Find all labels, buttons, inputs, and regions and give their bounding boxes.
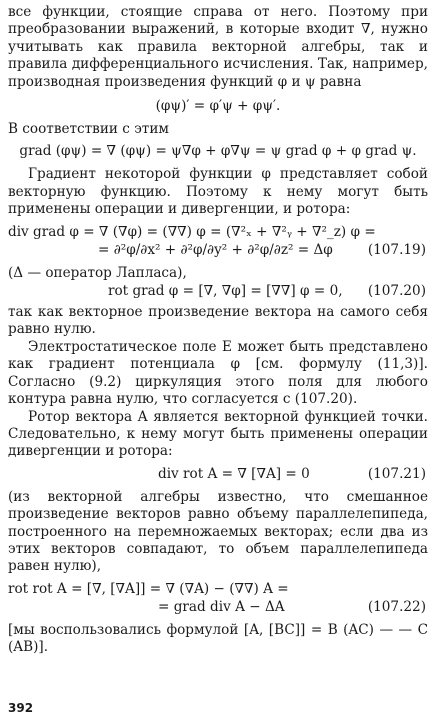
paragraph-rotor: Ротор вектора A является векторной функцией точки. Следовательно, к нему могут быть применены операции дивергенции и ротора: [8,408,428,460]
page-number: 392 [8,701,34,715]
paragraph-laplace-note: (Δ — оператор Лапласа), [8,264,187,281]
equation-divgrad-line2-wrap [8,241,428,259]
equation-number-107-21: (107.21) [367,465,426,482]
equation-number-107-20: (107.20) [367,283,426,300]
equation-rotgrad-wrap [8,282,428,300]
paragraph-cross-product-zero: так как векторное произведение вектора на самого себя равно нулю. [8,304,428,338]
equation-derivative-product: (φψ)′ = φ′ψ + φψ′. [155,98,281,115]
equation-rotrot-line2-wrap [8,598,428,616]
equation-divgrad-line1: div grad φ = ∇ (∇φ) = (∇∇) φ = (∇²ₓ + ∇²ᵧ + ∇²_z) φ = [8,223,376,240]
equation-rotgrad: rot grad φ = [∇, ∇φ] = [∇∇] φ = 0, [108,283,343,300]
equation-divrot: div rot A = ∇ [∇A] = 0 [158,465,310,482]
equation-number-107-19: (107.19) [367,241,426,258]
equation-rotrot-line1: rot rot A = [∇, [∇A]] = ∇ (∇A) − (∇∇) A = [8,580,289,597]
paragraph-mixed-product: (из векторной алгебры известно, что смешанное произведение векторов равно объему параллелепипеда, построенного на перемножаемых векторах; если два из этих векторов совпадают, то объем параллелепипеда равен нулю), [8,488,428,575]
paragraph-intro: все функции, стоящие справа от него. Поэтому при преобразовании выражений, в которые входит ∇, нужно учитывать как правила векторной алгебры, так и правила дифференциального исчисления. Так, например, производная произведения функций φ и ψ равна [8,4,428,90]
equation-rotrot-line2: = grad div A − ΔA [158,598,285,615]
equation-gradient-product: grad (φψ) = ∇ (φψ) = ψ∇φ + φ∇ψ = ψ grad φ + φ grad ψ. [19,143,417,160]
equation-number-107-22: (107.22) [367,598,426,615]
paragraph-accordance: В соответствии с этим [8,121,169,138]
paragraph-gradient: Градиент некоторой функции φ представляет собой векторную функцию. Поэтому к нему могут быть применены операции и дивергенции, и ротора: [8,166,428,218]
paragraph-formula-used: [мы воспользовались формулой [A, [BC]] = B (AC) — — C (AB)]. [8,621,428,656]
equation-divrot-wrap [8,465,428,483]
paragraph-electrostatic: Электростатическое поле E может быть представлено как градиент потенциала φ [см. формулу (11,3)]. Согласно (9.2) циркуляция этого поля для любого контура равна нулю, что согласуется с (107.20). [8,338,428,408]
equation-divgrad-line2: = ∂²φ/∂x² + ∂²φ/∂y² + ∂²φ/∂z² = Δφ [98,241,333,258]
